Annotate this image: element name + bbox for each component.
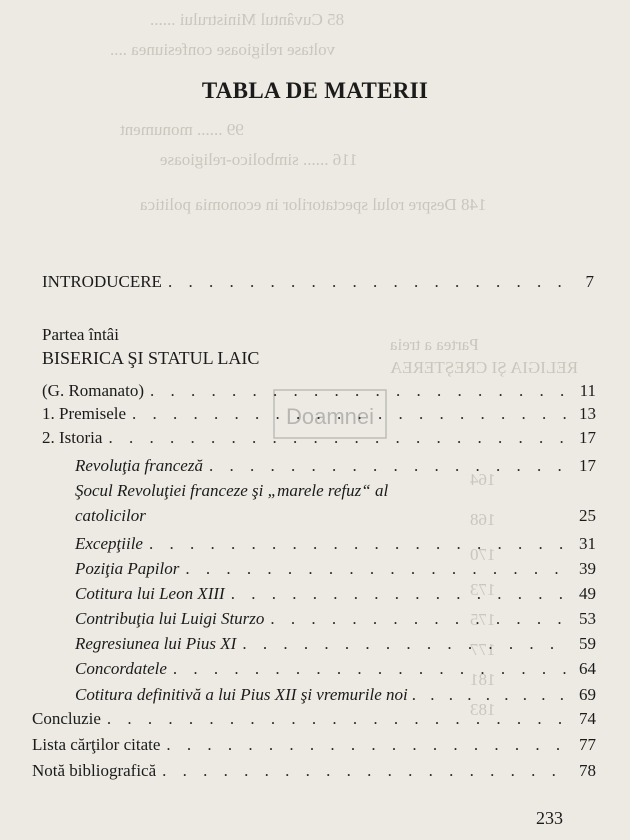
toc-leader-dots bbox=[107, 709, 568, 729]
part-label: Partea întâi bbox=[42, 325, 119, 344]
toc-leader-dots bbox=[173, 659, 568, 679]
bleed-through-text: 85 Cuvântul Ministrului ...... voltase religioase confesiunea .... 99 ...... monument 116 ...... simbolico-religioase 148 Despre rolul spectatorilor in economia politica Partea a treia RELIGIA ŞI CREŞTEREA 164 168 170 173 175 177 181 183 bbox=[110, 10, 578, 719]
toc-entry-page: 59 bbox=[579, 634, 596, 653]
toc-entry bbox=[42, 272, 594, 294]
page-number: 233 bbox=[536, 808, 563, 828]
toc-entry-text: 2. Istoria bbox=[42, 428, 103, 447]
toc-entry-text: Cotitura definitivă a lui Pius XII şi vremurile noi bbox=[75, 685, 408, 704]
toc-entry bbox=[32, 761, 596, 783]
toc-entry bbox=[75, 685, 596, 707]
toc-leader-dots bbox=[242, 634, 568, 654]
toc-entry-text: Cotitura lui Leon XIII bbox=[75, 584, 225, 603]
toc-entry-text: Şocul Revoluţiei franceze şi „marele refuz“ al bbox=[75, 481, 389, 500]
toc-entry-text: Poziţia Papilor bbox=[75, 559, 180, 578]
toc-entry bbox=[42, 428, 596, 450]
toc-leader-dots bbox=[108, 428, 568, 448]
watermark-text: Doamnei bbox=[285, 404, 375, 429]
toc-entry-page: 25 bbox=[579, 506, 596, 525]
toc-entry bbox=[75, 534, 596, 556]
toc-entry-page: 69 bbox=[579, 685, 596, 704]
toc-leader-dots bbox=[270, 609, 568, 629]
toc-leader-dots bbox=[166, 735, 568, 755]
toc-entry-page: 17 bbox=[579, 456, 596, 475]
toc-leader-dots bbox=[185, 559, 568, 579]
toc-entry-page: 11 bbox=[579, 381, 596, 400]
toc-entry-page: 77 bbox=[579, 735, 596, 754]
toc-entry-text: Lista cărţilor citate bbox=[32, 735, 161, 754]
toc-entry-text: 1. Premisele bbox=[42, 404, 127, 423]
toc-entry-page: 13 bbox=[579, 404, 596, 423]
toc-entry-text: catolicilor bbox=[75, 506, 146, 525]
toc-leader-dots bbox=[412, 685, 570, 705]
toc-entry bbox=[75, 584, 596, 606]
toc-entry-text: Contribuţia lui Luigi Sturzo bbox=[75, 609, 265, 628]
toc-leader-dots bbox=[231, 584, 568, 604]
toc-entry-text: Regresiunea lui Pius XI bbox=[75, 634, 237, 653]
toc-entry bbox=[32, 709, 596, 731]
toc-entry bbox=[32, 735, 596, 757]
toc-entry-page: 39 bbox=[579, 559, 596, 578]
toc-leader-dots bbox=[150, 381, 568, 401]
toc-entry-text: Excepţiile bbox=[75, 534, 143, 553]
page-title: TABLA DE MATERII bbox=[201, 78, 429, 103]
toc-entry bbox=[75, 456, 596, 478]
toc-entry-text: Concluzie bbox=[32, 709, 101, 728]
toc-entry bbox=[75, 659, 596, 681]
toc-entry-text: Revoluţia franceză bbox=[75, 456, 203, 475]
toc-leader-dots bbox=[132, 404, 568, 424]
toc-entry-text: INTRODUCERE bbox=[42, 272, 162, 291]
toc-entry bbox=[42, 381, 596, 403]
toc-leader-dots bbox=[168, 272, 566, 292]
part-heading: BISERICA ŞI STATUL LAIC bbox=[42, 348, 260, 368]
toc-leader-dots bbox=[149, 534, 568, 554]
toc-leader-dots bbox=[209, 456, 568, 476]
toc-entry-text: Notă bibliografică bbox=[32, 761, 157, 780]
toc-entry-text: Concordatele bbox=[75, 659, 167, 678]
toc-entry bbox=[75, 609, 596, 631]
toc-entry-page: 64 bbox=[579, 659, 596, 678]
toc-entry-page: 7 bbox=[585, 272, 594, 291]
toc-entry bbox=[75, 559, 596, 581]
toc-entry-page: 74 bbox=[579, 709, 596, 728]
toc-leader-dots bbox=[162, 761, 568, 781]
toc-entry-page: 31 bbox=[579, 534, 596, 553]
toc-entry-page: 53 bbox=[579, 609, 596, 628]
toc-entry-page: 49 bbox=[579, 584, 596, 603]
toc-entry bbox=[42, 404, 596, 426]
toc-entry bbox=[75, 634, 596, 656]
toc-entry bbox=[75, 506, 596, 528]
toc-entry-text: (G. Romanato) bbox=[42, 381, 144, 400]
toc-entry-page: 17 bbox=[579, 428, 596, 447]
toc-entry-page: 78 bbox=[579, 761, 596, 780]
